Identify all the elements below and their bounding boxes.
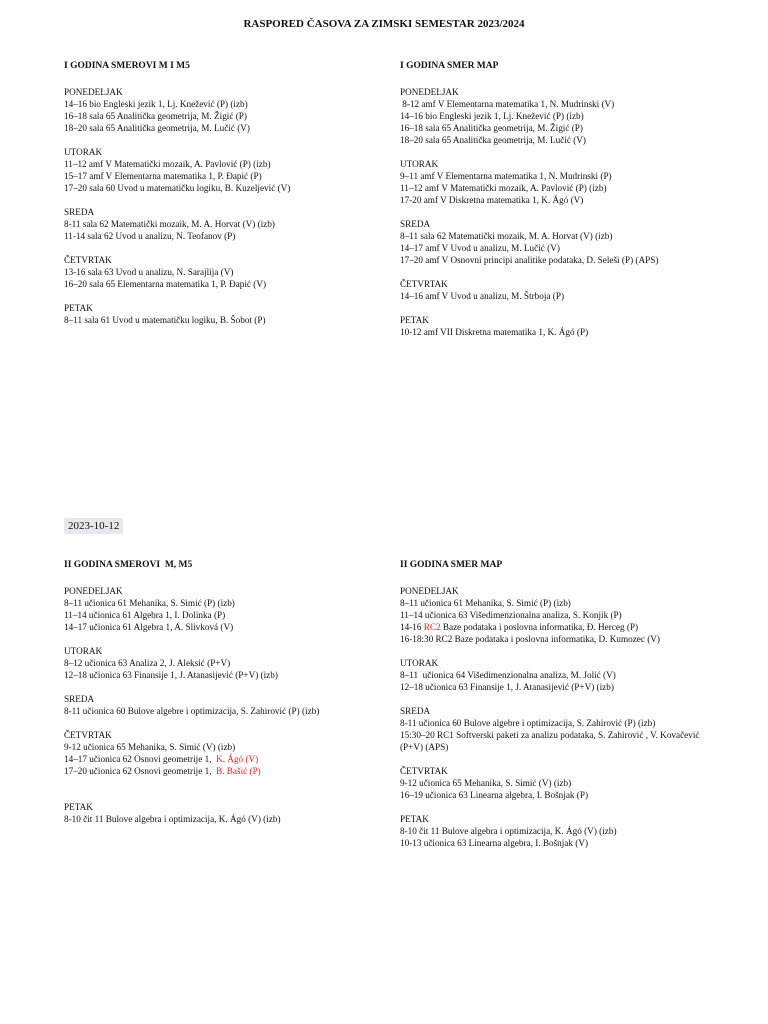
- section-2-map: [400, 60, 730, 350]
- instructor-highlight: B. Bašić (P): [216, 766, 261, 776]
- schedule-line: 11-14 sala 62 Uvod u analizu, N. Teofanov (P): [64, 231, 236, 241]
- day-name: UTORAK: [64, 646, 103, 656]
- day-name: PONEDELJAK: [400, 586, 459, 596]
- day-name: PONEDELJAK: [400, 87, 459, 97]
- schedule-line: 15–17 amf V Elementarna matematika 1, P. Đapić (P): [64, 171, 262, 181]
- instructor-highlight: K. Ágó (V): [216, 754, 259, 764]
- schedule-line: 14–17 učionica 61 Algebra 1, A. Slivková (V): [64, 622, 234, 632]
- day-name: PETAK: [64, 303, 93, 313]
- day-block-tuesday: [400, 657, 710, 693]
- day-block-tuesday: [64, 645, 394, 681]
- schedule-line: 10-13 učionica 63 Linearna algebra, I. Bošnjak (V): [400, 838, 589, 848]
- date-badge: 2023-10-12: [64, 518, 123, 534]
- section-3-ii-m-m5: [64, 559, 394, 837]
- day-block-thursday: [400, 278, 730, 302]
- schedule-line: 14–16 amf V Uvod u analizu, M. Štrboja (P): [400, 291, 564, 301]
- schedule-line: [400, 621, 710, 633]
- day-block-friday: [400, 314, 730, 338]
- day-name: PETAK: [400, 814, 429, 824]
- day-block-thursday: [64, 729, 394, 777]
- schedule-line: 16-18:30 RC2 Baze podataka i poslovna informatika, D. Kumozec (V): [400, 634, 660, 644]
- day-block-monday: [400, 86, 730, 146]
- section-heading: I GODINA SMEROVI M I M5: [64, 61, 190, 71]
- day-name: SREDA: [64, 207, 95, 217]
- schedule-line: 9-12 učionica 65 Mehanika, S. Simić (V) (izb): [400, 778, 572, 788]
- schedule-line: 16–20 sala 65 Elementarna matematika 1, P. Đapić (V): [64, 279, 267, 289]
- schedule-line-text: Baze podataka i poslovna informatika, Đ. Herceg (P): [440, 622, 639, 632]
- section-heading: I GODINA SMER MAP: [400, 61, 499, 71]
- schedule-line: 12–18 učionica 63 Finansije 1, J. Atanasijević (P+V) (izb): [400, 682, 614, 692]
- day-name: SREDA: [400, 219, 431, 229]
- schedule-line: 14–16 bio Engleski jezik 1, Lj. Knežević (P) (izb): [400, 111, 584, 121]
- day-block-monday: [400, 585, 710, 645]
- section-4-ii-map: [400, 559, 710, 861]
- section-1-m-m5: [64, 60, 394, 338]
- schedule-line: 8–11 učionica 61 Mehanika, S. Simić (P) (izb): [64, 598, 235, 608]
- day-name: ČETVRTAK: [64, 255, 112, 265]
- schedule-line: 12–18 učionica 63 Finansije 1, J. Atanasijević (P+V) (izb): [64, 670, 278, 680]
- schedule-line: 18–20 sala 65 Analitička geometrija, M. Lučić (V): [64, 123, 250, 133]
- day-block-wednesday: [64, 693, 394, 717]
- schedule-line: 8-10 čit 11 Bulove algebra i optimizacija, K. Ágó (V) (izb): [400, 826, 617, 836]
- schedule-line: 11–14 učionica 61 Algebra 1, I. Dolinka (P): [64, 610, 226, 620]
- schedule-line: 8-11 sala 62 Matematički mozaik, M. A. Horvat (V) (izb): [64, 219, 275, 229]
- schedule-line: 11–12 amf V Matematički mozaik, A. Pavlović (P) (izb): [64, 159, 271, 169]
- day-name: PETAK: [400, 315, 429, 325]
- day-name: ČETVRTAK: [400, 766, 448, 776]
- day-name: PETAK: [64, 802, 93, 812]
- day-block-thursday: [400, 765, 710, 801]
- day-name: ČETVRTAK: [400, 279, 448, 289]
- schedule-line: [64, 753, 394, 765]
- schedule-line: 16–19 učionica 63 Linearna algebra, I. Bošnjak (P): [400, 790, 589, 800]
- schedule-line: 17–20 amf V Osnovni principi analitike podataka, D. Seleši (P) (APS): [400, 255, 659, 265]
- schedule-line: 18–20 sala 65 Analitička geometrija, M. Lučić (V): [400, 135, 586, 145]
- schedule-line: 9-12 učionica 65 Mehanika, S. Simić (V) (izb): [64, 742, 236, 752]
- day-name: SREDA: [64, 694, 95, 704]
- schedule-line: 17–20 sala 60 Uvod u matematičku logiku, B. Kuzeljević (V): [64, 183, 291, 193]
- schedule-line: 9–11 amf V Elementarna matematika 1, N. Mudrinski (P): [400, 171, 612, 181]
- schedule-line: 14–16 bio Engleski jezik 1, Lj. Knežević (P) (izb): [64, 99, 248, 109]
- schedule-line: 8–11 učionica 61 Mehanika, S. Simić (P) (izb): [400, 598, 571, 608]
- schedule-line: 11–14 učionica 63 Višedimenzionalna analiza, S. Konjik (P): [400, 610, 622, 620]
- schedule-line: 8–11 sala 61 Uvod u matematičku logiku, B. Šobot (P): [64, 315, 266, 325]
- day-block-wednesday: [64, 206, 394, 242]
- schedule-line: 13-16 sala 63 Uvod u analizu, N. Sarajlija (V): [64, 267, 234, 277]
- day-block-friday: [400, 813, 710, 849]
- schedule-line: 8–11 učionica 64 Višedimenzionalna analiza, M. Jolić (V): [400, 670, 616, 680]
- room-highlight: RC2: [423, 622, 441, 632]
- day-block-monday: [64, 86, 394, 134]
- schedule-line: 8–11 sala 62 Matematički mozaik, M. A. Horvat (V) (izb): [400, 231, 613, 241]
- day-block-friday: [64, 302, 394, 326]
- day-block-monday: [64, 585, 394, 633]
- section-heading: II GODINA SMER MAP: [400, 560, 503, 570]
- schedule-line: 8-10 čit 11 Bulove algebra i optimizacija, K. Ágó (V) (izb): [64, 814, 281, 824]
- schedule-line: 14–17 amf V Uvod u analizu, M. Lučić (V): [400, 243, 560, 253]
- schedule-line: 15:30–20 RC1 Softverski paketi za analizu podataka, S. Zahirović , V. Kovačević (P+V) (APS): [400, 730, 700, 752]
- section-heading: II GODINA SMEROVI M, M5: [64, 560, 193, 570]
- schedule-line: 11–12 amf V Matematički mozaik, A. Pavlović (P) (izb): [400, 183, 607, 193]
- schedule-line: 17-20 amf V Diskretna matematika 1, K. Ágó (V): [400, 195, 584, 205]
- schedule-line-time: 14-16: [400, 622, 424, 632]
- day-name: PONEDELJAK: [64, 87, 123, 97]
- schedule-line-text: 17–20 učionica 62 Osnovi geometrije 1,: [64, 766, 217, 776]
- day-name: PONEDELJAK: [64, 586, 123, 596]
- day-block-wednesday: [400, 705, 710, 753]
- day-name: UTORAK: [400, 159, 439, 169]
- schedule-line: 8-11 učionica 60 Bulove algebre i optimizacija, S. Zahirović (P) (izb): [64, 706, 320, 716]
- day-block-tuesday: [64, 146, 394, 194]
- schedule-line-text: 14–17 učionica 62 Osnovi geometrije 1,: [64, 754, 217, 764]
- page-title: RASPORED ČASOVA ZA ZIMSKI SEMESTAR 2023/2024: [243, 18, 525, 30]
- schedule-line: 8-12 amf V Elementarna matematika 1, N. Mudrinski (V): [400, 99, 615, 109]
- day-block-wednesday: [400, 218, 730, 266]
- schedule-line: 8–12 učionica 63 Analiza 2, J. Aleksić (P+V): [64, 658, 231, 668]
- schedule-line: 8-11 učionica 60 Bulove algebre i optimizacija, S. Zahirović (P) (izb): [400, 718, 656, 728]
- day-block-friday: [64, 801, 394, 825]
- schedule-line: 16–18 sala 65 Analitička geometrija, M. Žigić (P): [64, 111, 247, 121]
- day-name: UTORAK: [64, 147, 103, 157]
- day-block-thursday: [64, 254, 394, 290]
- schedule-line: 10-12 amf VII Diskretna matematika 1, K. Ágó (P): [400, 327, 589, 337]
- day-name: UTORAK: [400, 658, 439, 668]
- day-block-tuesday: [400, 158, 730, 206]
- schedule-line: 16–18 sala 65 Analitička geometrija, M. Žigić (P): [400, 123, 583, 133]
- day-name: SREDA: [400, 706, 431, 716]
- schedule-line: [64, 765, 394, 777]
- day-name: ČETVRTAK: [64, 730, 112, 740]
